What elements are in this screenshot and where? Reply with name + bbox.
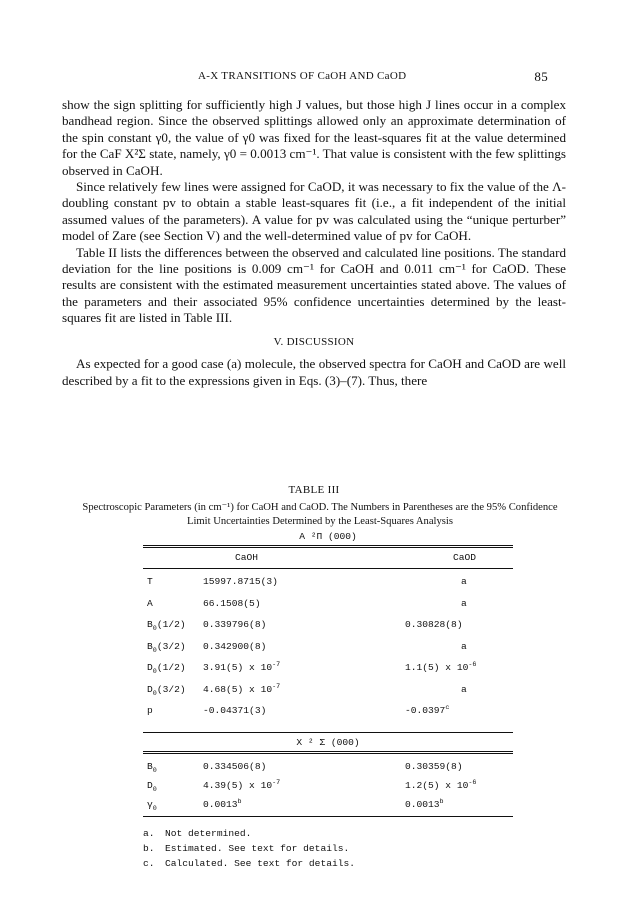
caod-value [461, 576, 467, 587]
caoh-value [203, 761, 266, 772]
parameter-subscript: 0 [152, 804, 157, 813]
footnote-mark: a. [143, 828, 155, 839]
value-text: -0.04371(3) [203, 705, 267, 716]
parameter-symbol [147, 799, 157, 813]
value-text: 0.30359(8) [405, 761, 463, 772]
value-text: 15997.8715(3) [203, 576, 278, 587]
table-rule [143, 732, 513, 733]
value-text: 0.342900(8) [203, 640, 267, 652]
parameter-symbol [147, 640, 186, 655]
caoh-value [203, 641, 266, 652]
parameter-subscript: 0 [152, 766, 157, 775]
value-text: 1.1(5) x 10 [405, 662, 469, 673]
parameter-symbol [147, 705, 153, 716]
parameter-subscript: 0 [152, 785, 157, 794]
value-text: 3.91(5) x 10 [203, 662, 273, 673]
caoh-value [203, 684, 280, 695]
caoh-value [203, 662, 280, 673]
caoh-value [203, 619, 266, 630]
column-header-caod: CaOD [453, 552, 477, 563]
value-exponent: -6 [468, 660, 477, 669]
value-exponent: -7 [272, 660, 281, 669]
parameter-argument: (1/2) [156, 619, 186, 630]
table-rule [143, 753, 513, 754]
value-text: 0.0013 [405, 799, 440, 810]
parameter-subscript: 0 [152, 689, 157, 698]
value-text: a [461, 597, 467, 609]
footnote [143, 858, 513, 873]
value-footnote-mark: b [439, 797, 444, 806]
paragraph-1: show the sign splitting for sufficiently high J values, but those high J lines occur in a complex bandhead region. Since the observed splittings allowed only an approximate determination of the spin constant γ0, the value of γ0 was fixed for the least-squares fit at the value determined for the CaF X²Σ state, namely, γ0 = 0.0013 cm⁻¹. That value is consistent with the few splittings observed in CaOH. [62, 97, 566, 178]
table-footnotes [143, 828, 513, 873]
value-text: 1.2(5) x 10 [405, 780, 469, 791]
caod-value [461, 598, 467, 609]
table-rule [143, 568, 513, 569]
value-exponent: -7 [272, 682, 281, 691]
caoh-value [203, 799, 242, 810]
value-text: 0.0013 [203, 799, 238, 810]
value-exponent: -7 [272, 778, 281, 787]
parameter-name: D [147, 662, 153, 673]
paragraph-2: Since relatively few lines were assigned for CaOD, it was necessary to fix the value of the Λ-doubling constant pv to obtain a stable least-squares fit (i.e., a fit independent of the initial assumed values of the parameters). A value for pv was calculated using the “unique perturber” model of Zare (see Section V) and the well-determined value of pv for CaOH. [62, 179, 566, 244]
footnote-mark: c. [143, 858, 155, 869]
footnote [143, 828, 513, 843]
caoh-value [203, 780, 280, 791]
caod-value [405, 761, 463, 772]
caod-value [405, 780, 476, 791]
caod-value [461, 684, 467, 695]
parameter-symbol [147, 598, 153, 609]
parameter-symbol [147, 619, 186, 633]
caod-value [461, 641, 467, 652]
value-footnote-mark: c [445, 703, 450, 712]
parameter-name: B [147, 761, 153, 772]
parameter-symbol [147, 761, 157, 775]
running-title: A-X TRANSITIONS OF CaOH AND CaOD [198, 70, 407, 82]
table-title: TABLE III [288, 484, 340, 496]
section-heading: V. DISCUSSION [273, 335, 355, 348]
caod-value [405, 662, 476, 673]
parameters-table [143, 530, 513, 820]
parameter-name: B [147, 619, 153, 630]
value-text: 66.1508(5) [203, 597, 261, 609]
parameter-name: D [147, 780, 153, 791]
paragraph-4: As expected for a good case (a) molecule, the observed spectra for CaOH and CaOD are well described by a fit to the expressions given in Eqs. (3)–(7). Thus, there [62, 356, 566, 388]
column-header-caoh: CaOH [235, 552, 259, 563]
value-text: -0.0397 [405, 705, 446, 716]
value-text: 4.39(5) x 10 [203, 780, 273, 791]
footnote [143, 843, 513, 858]
value-text: 0.339796(8) [203, 619, 267, 630]
value-text: 4.68(5) x 10 [203, 683, 273, 695]
parameter-argument: (1/2) [156, 662, 186, 673]
table-rule [143, 816, 513, 817]
page-number: 85 [534, 69, 548, 84]
footnote-mark: b. [143, 843, 155, 854]
value-exponent: -6 [468, 778, 477, 787]
parameter-subscript: 0 [152, 667, 157, 676]
upper-state-label: A ²Π (000) [299, 531, 357, 542]
value-text: a [461, 683, 467, 695]
footnote-text: Calculated. See text for details. [165, 858, 355, 869]
caoh-value [203, 598, 261, 609]
value-text: 0.30828(8) [405, 619, 463, 630]
parameter-subscript: 0 [152, 624, 157, 633]
parameter-symbol [147, 662, 186, 676]
parameter-symbol [147, 683, 186, 698]
caoh-value [203, 705, 266, 716]
value-text: a [461, 576, 467, 587]
caoh-value [203, 576, 278, 587]
value-text: a [461, 640, 467, 652]
caod-value [405, 619, 463, 630]
value-footnote-mark: b [237, 797, 242, 806]
table-rule [143, 751, 513, 752]
lower-state-label: X ² Σ (000) [296, 737, 360, 748]
table-rule [143, 547, 513, 548]
body-text [62, 97, 566, 389]
caod-value [405, 705, 449, 716]
paragraph-3: Table II lists the differences between the observed and calculated line positions. The standard deviation for the line positions is 0.009 cm⁻¹ for CaOH and 0.011 cm⁻¹ for CaOD. These results are consistent with the estimated measurement uncertainties stated above. The values of the parameters and their associated 95% confidence uncertainties determined by the least-squares fit are listed in Table III. [62, 244, 566, 326]
parameter-symbol [147, 780, 157, 794]
parameter-argument: (3/2) [156, 683, 186, 695]
parameter-name: A [147, 597, 153, 609]
table-caption: Spectroscopic Parameters (in cm⁻¹) for CaOH and CaOD. The Numbers in Parentheses are the 95% Confidence Limit Uncertainties Determined by the Least-Squares Analysis [82, 502, 558, 527]
parameter-name: T [147, 576, 153, 587]
parameter-argument: (3/2) [156, 640, 186, 652]
parameter-subscript: 0 [152, 646, 157, 655]
parameter-name: D [147, 683, 153, 695]
table-rule [143, 545, 513, 546]
value-text: 0.334506(8) [203, 761, 267, 772]
footnote-text: Estimated. See text for details. [165, 843, 350, 854]
parameter-symbol [147, 576, 153, 587]
caod-value [405, 799, 444, 810]
parameter-name: p [147, 705, 153, 716]
parameter-name: γ [147, 799, 153, 810]
footnote-text: Not determined. [165, 828, 252, 839]
parameter-name: B [147, 640, 153, 652]
